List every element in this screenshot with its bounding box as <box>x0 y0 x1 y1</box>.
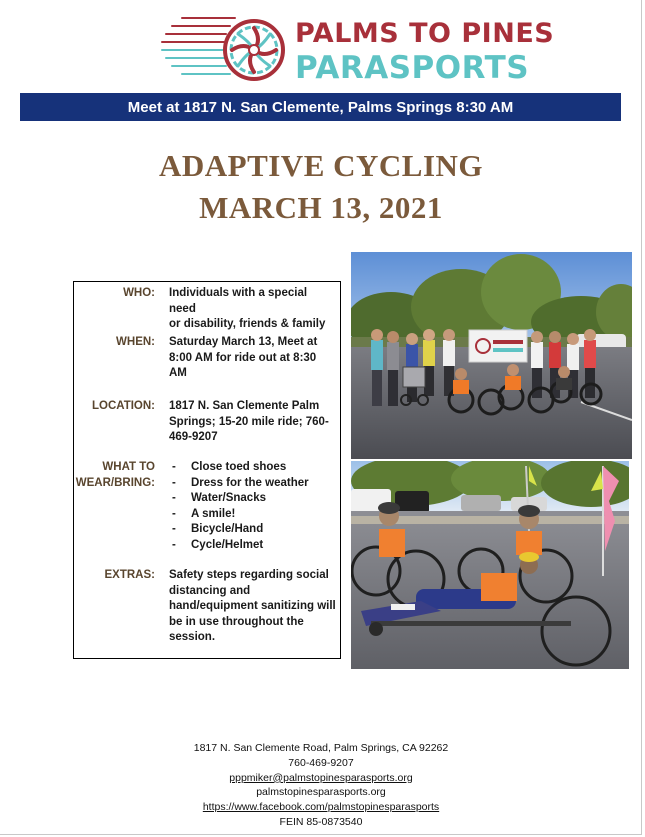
when-line: AM <box>169 367 187 379</box>
event-date: MARCH 13, 2021 <box>199 190 443 225</box>
bring-item: - Water/Snacks <box>169 491 337 507</box>
bring-item: - A smile! <box>169 507 337 523</box>
footer-address: 1817 N. San Clemente Road, Palm Springs, CA 92262 <box>193 742 449 754</box>
who-line: Individuals with a special need <box>169 287 308 315</box>
who-line: or disability, friends & family <box>169 318 326 330</box>
bring-list <box>169 460 337 553</box>
meeting-banner <box>20 93 621 121</box>
bring-label-line: WHAT TO <box>102 461 155 473</box>
when-value <box>169 335 337 382</box>
extras-line: hand/equipment sanitizing will <box>169 600 336 612</box>
footer-phone: 760-469-9207 <box>288 756 354 769</box>
extras-line: distancing and <box>169 584 251 597</box>
who-label: WHO: <box>123 287 155 299</box>
when-label: WHEN: <box>116 336 155 348</box>
bring-item: - Cycle/Helmet <box>169 538 337 554</box>
handcyclists-photo <box>351 461 629 669</box>
brand-name-line2: PARASPORTS <box>295 50 530 86</box>
extras-value <box>169 568 337 646</box>
footer-fein: FEIN 85-0873540 <box>279 815 363 828</box>
footer-facebook-link[interactable]: https://www.facebook.com/palmstopinesparasports <box>202 801 440 814</box>
extras-line: session. <box>169 631 216 643</box>
location-label: LOCATION: <box>91 400 155 412</box>
who-value <box>169 286 337 333</box>
event-details-box <box>73 281 341 659</box>
footer-website: palmstopinesparasports.org <box>256 786 386 799</box>
bring-item: - Dress for the weather <box>169 476 337 492</box>
extras-line: Safety steps regarding social <box>169 569 329 581</box>
extras-label: EXTRAS: <box>104 569 155 581</box>
location-line: 469-9207 <box>169 431 218 443</box>
location-value <box>169 399 337 446</box>
when-line: Saturday March 13, Meet at <box>169 336 318 348</box>
event-title: ADAPTIVE CYCLING <box>158 148 484 183</box>
bring-item: - Close toed shoes <box>169 460 337 476</box>
location-line: 1817 N. San Clemente Palm <box>169 400 320 412</box>
extras-line: be in use throughout the <box>169 615 304 628</box>
bring-label <box>76 460 155 491</box>
when-line: 8:00 AM for ride out at 8:30 <box>169 351 317 364</box>
wheel-logo-icon <box>222 18 286 82</box>
bring-item: - Bicycle/Hand <box>169 522 337 538</box>
brand-logo <box>160 12 555 86</box>
brand-name-line1: PALMS TO PINES <box>295 18 555 49</box>
contact-footer <box>0 741 642 830</box>
location-line: Springs; 15-20 mile ride; 760- <box>169 415 329 428</box>
bring-label-line: WEAR/BRING: <box>75 476 155 489</box>
group-photo <box>351 252 632 459</box>
footer-email-link[interactable]: pppmiker@palmstopinesparasports.org <box>229 771 413 784</box>
meeting-banner-text: Meet at 1817 N. San Clemente, Palms Springs 8:30 AM <box>127 98 514 116</box>
